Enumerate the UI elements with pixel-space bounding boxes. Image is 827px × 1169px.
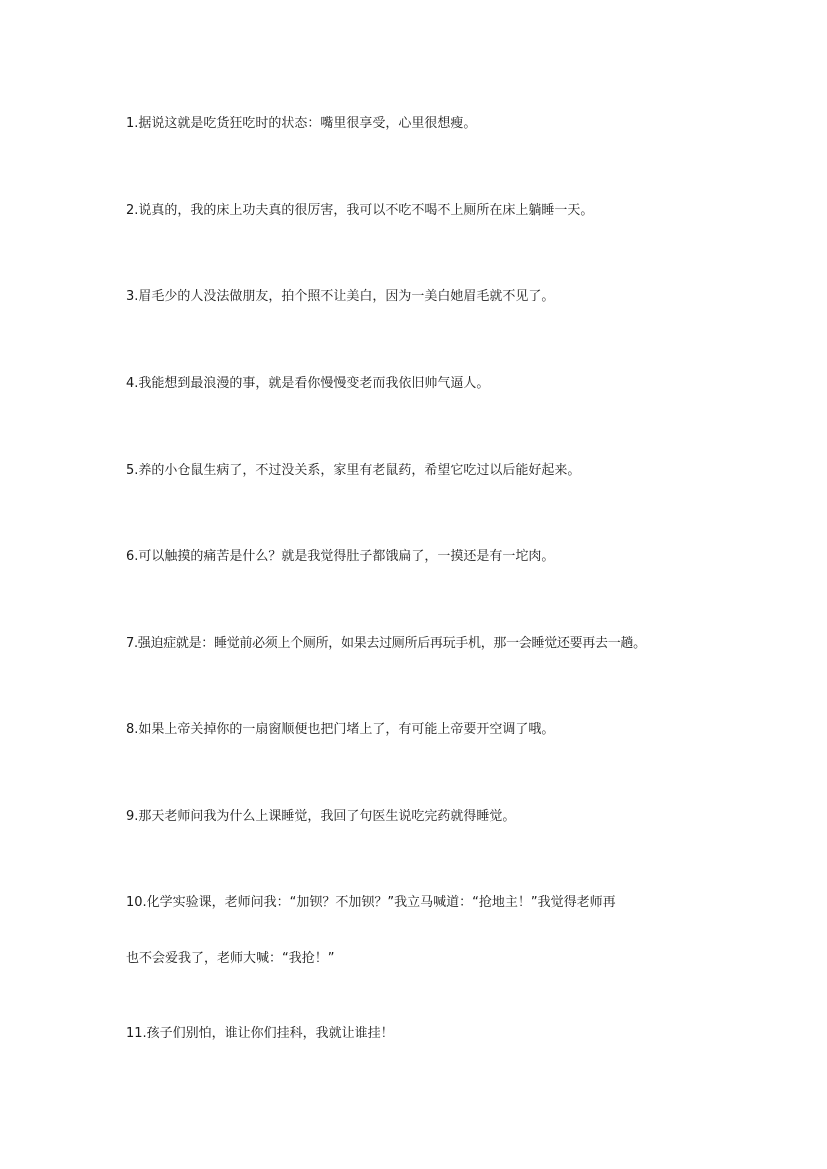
paragraph-6 [126,547,726,566]
paragraph-4 [126,374,726,393]
paragraph-1 [126,114,726,133]
paragraph-9 [126,807,726,826]
paragraph-10 [126,893,726,968]
paragraph-8-line-1: 8.如果上帝关掉你的一扇窗顺便也把门堵上了，有可能上帝要开空调了哦。 [126,722,555,737]
paragraph-11 [126,1024,726,1043]
paragraph-2-line-1: 2.说真的，我的床上功夫真的很厉害，我可以不吃不喝不上厕所在床上躺睡一天。 [126,203,594,218]
paragraph-8 [126,720,726,739]
paragraph-2 [126,201,726,220]
paragraph-6-line-1: 6.可以触摸的痛苦是什么？就是我觉得肚子都饿扁了，一摸还是有一坨肉。 [126,549,555,564]
paragraph-10-line-1: 10.化学实验课，老师问我：“加钡？不加钡？”我立马喊道：“抢地主！”我觉得老师再 [126,895,616,910]
paragraph-3 [126,287,726,306]
paragraph-5-line-1: 5.养的小仓鼠生病了，不过没关系，家里有老鼠药，希望它吃过以后能好起来。 [126,463,581,478]
paragraph-10-line-2: 也不会爱我了，老师大喊：“我抢！” [126,951,335,966]
paragraph-9-line-1: 9.那天老师问我为什么上课睡觉，我回了句医生说吃完药就得睡觉。 [126,809,516,824]
paragraph-1-line-1: 1.据说这就是吃货狂吃时的状态：嘴里很享受，心里很想瘦。 [126,116,477,131]
paragraph-7 [126,634,726,653]
paragraph-5 [126,461,726,480]
paragraph-11-line-1: 11.孩子们别怕，谁让你们挂科，我就让谁挂！ [126,1026,394,1041]
paragraph-3-line-1: 3.眉毛少的人没法做朋友，拍个照不让美白，因为一美白她眉毛就不见了。 [126,289,555,304]
paragraph-7-line-1: 7.强迫症就是：睡觉前必须上个厕所，如果去过厕所后再玩手机，那一会睡觉还要再去一趟。 [126,636,646,651]
paragraph-4-line-1: 4.我能想到最浪漫的事，就是看你慢慢变老而我依旧帅气逼人。 [126,376,490,391]
